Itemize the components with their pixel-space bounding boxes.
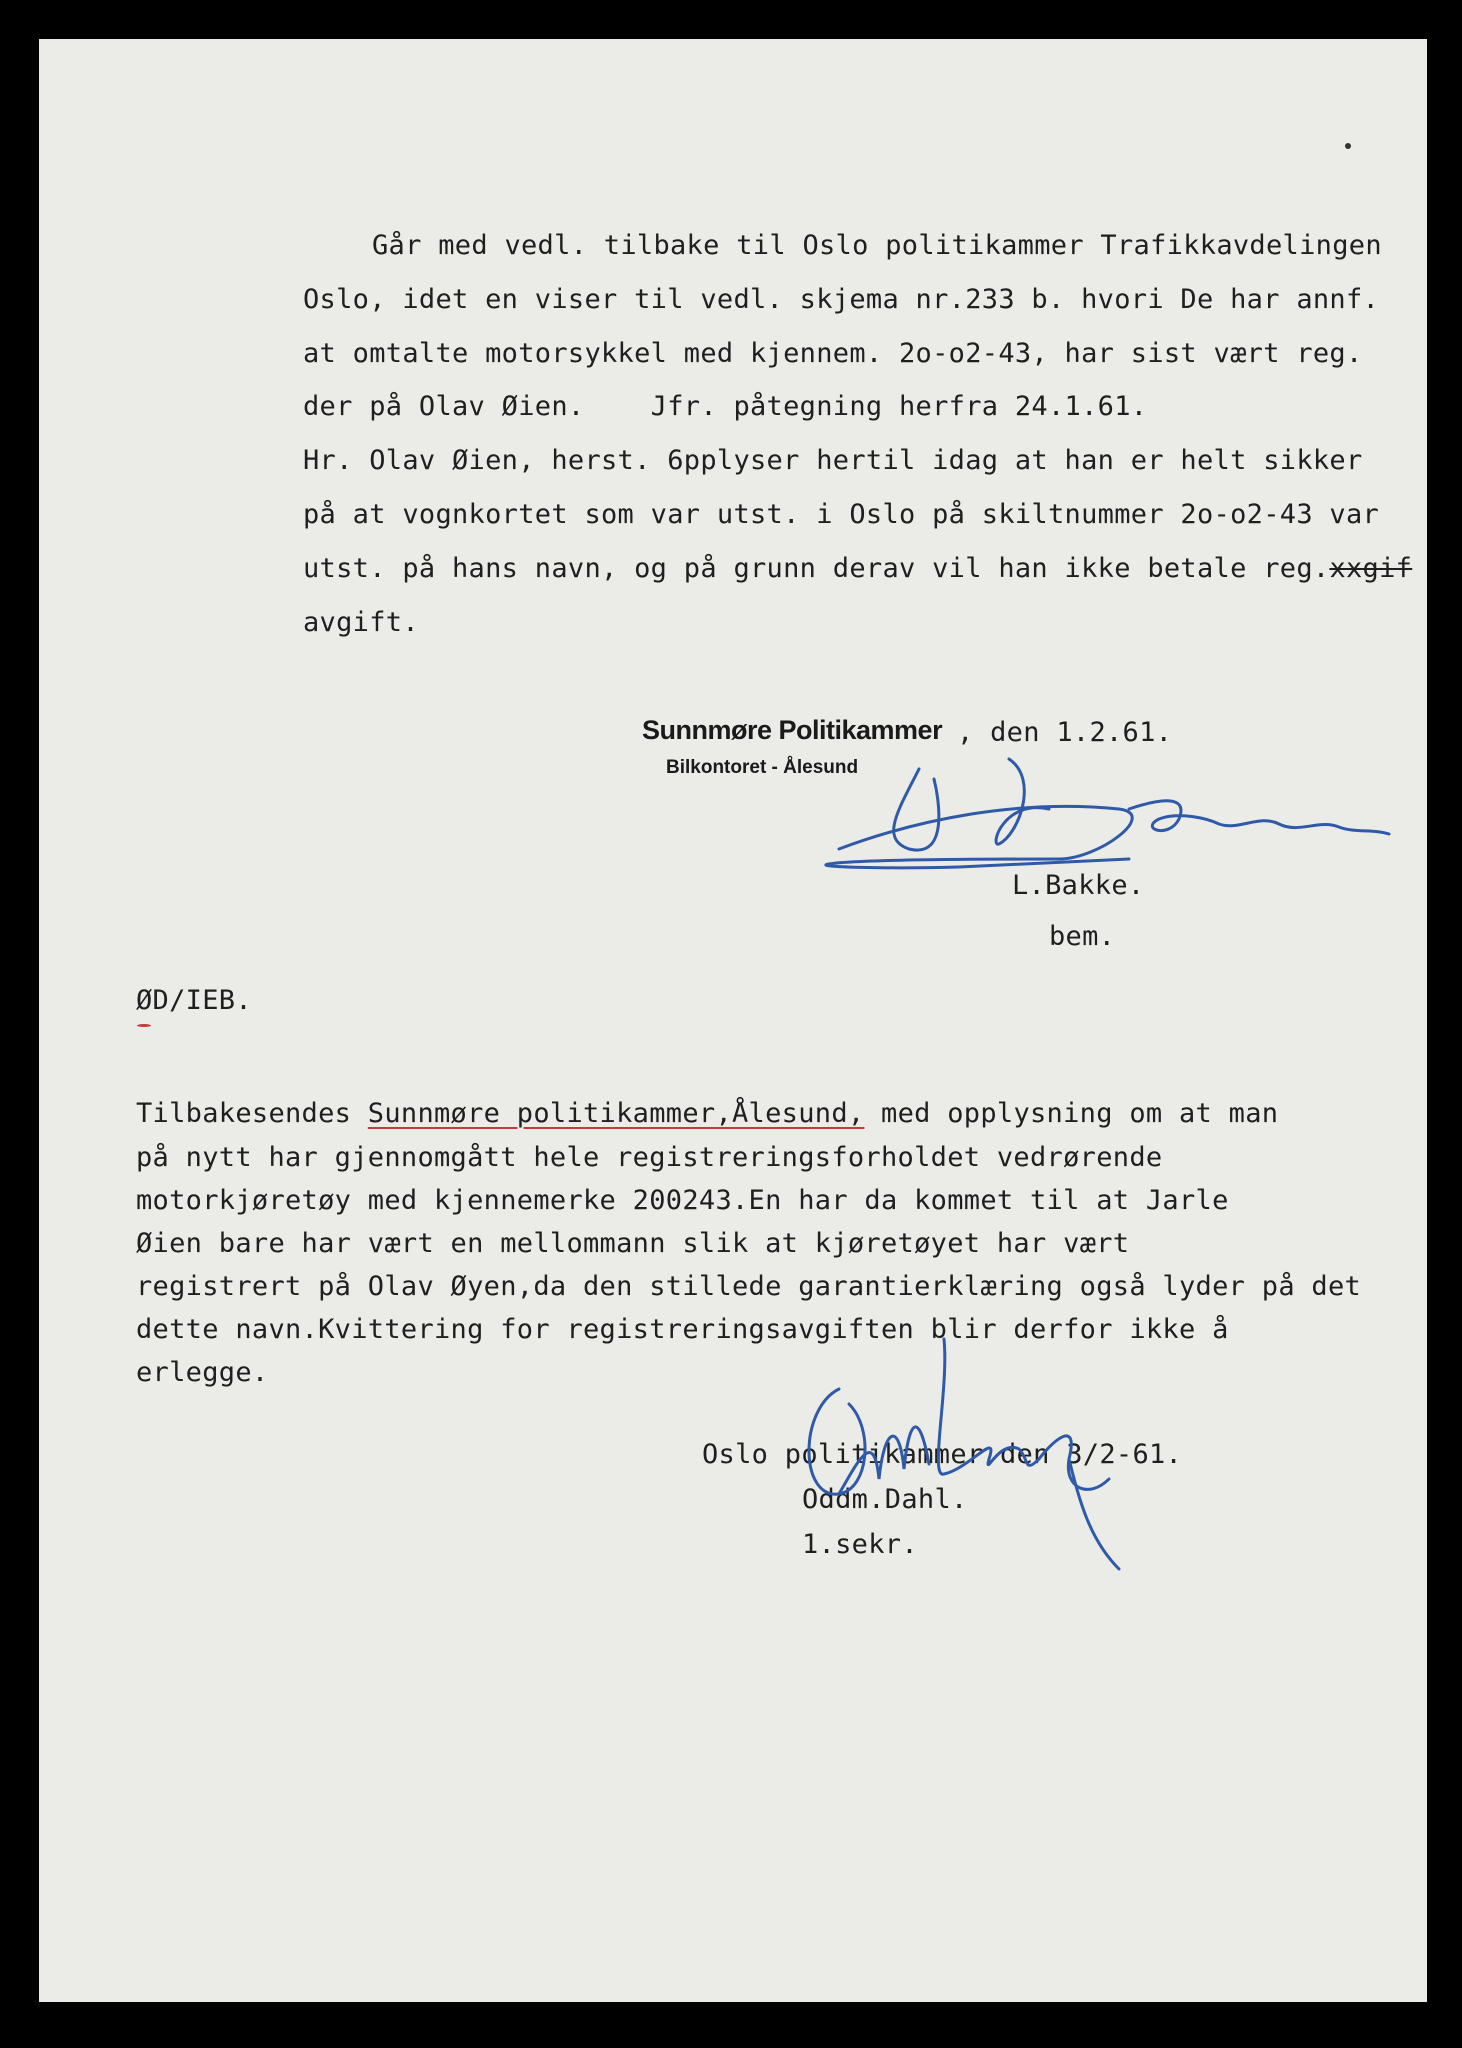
- signature-dahl: [779, 1309, 1159, 1589]
- letter1-signer-title: bem.: [1049, 921, 1116, 952]
- stamp-office: Sunnmøre Politikammer: [642, 715, 943, 745]
- letter1-line-8: avgift.: [303, 607, 419, 638]
- letter1-date: , den 1.2.61.: [957, 717, 1173, 748]
- letter2-line-3: motorkjøretøy med kjennemerke 200243.En har da kommet til at Jarle: [136, 1185, 1229, 1216]
- letter2-signer: Oddm.Dahl.: [802, 1484, 968, 1515]
- struck-text: xxgif: [1329, 553, 1413, 584]
- recipient-underlined: Sunnmøre politikammer,Ålesund,: [367, 1098, 865, 1129]
- letter1-line-7-text: utst. på hans navn, og på grunn derav vil han ikke betale reg.: [303, 553, 1330, 584]
- letter2-line-7: erlegge.: [136, 1357, 269, 1388]
- ink-dot: [1345, 143, 1351, 149]
- letter2-place-date: Oslo politikammer den 3/2-61.: [702, 1439, 1183, 1470]
- letter2-line-1-prefix: Tilbakesendes: [136, 1098, 368, 1129]
- letter2-line-5: registrert på Olav Øyen,da den stillede garantierklæring også lyder på det: [136, 1271, 1362, 1302]
- letter2-line-4: Øien bare har vært en mellommann slik at kjøretøyet har vært: [136, 1228, 1130, 1259]
- letter1-line-3: at omtalte motorsykkel med kjennem. 2o-o2-43, har sist vært reg.: [303, 338, 1363, 369]
- letter1-line-7: [303, 553, 1412, 584]
- letter1-line-1: Går med vedl. tilbake til Oslo politikammer Trafikkavdelingen: [372, 230, 1382, 261]
- letter2-line-1: [136, 1098, 1278, 1129]
- letter2-signer-title: 1.sekr.: [802, 1529, 918, 1560]
- stamp-department: Bilkontoret - Ålesund: [666, 757, 859, 778]
- reference-code: ØD/IEB.: [136, 985, 252, 1016]
- letter2-line-2: på nytt har gjennomgått hele registreringsforholdet vedrørende: [136, 1142, 1163, 1173]
- letter2-line-6: dette navn.Kvittering for registreringsavgiften blir derfor ikke å: [136, 1314, 1229, 1345]
- letter1-line-4: der på Olav Øien. Jfr. påtegning herfra 24.1.61.: [303, 391, 1148, 422]
- letter1-signer: L.Bakke.: [1012, 870, 1145, 901]
- letter1-line-2: Oslo, idet en viser til vedl. skjema nr.233 b. hvori De har annf.: [303, 284, 1380, 315]
- letter2-line-1-suffix: med opplysning om at man: [864, 1098, 1279, 1129]
- red-mark: [137, 1024, 151, 1027]
- letter1-line-5: Hr. Olav Øien, herst. 6pplyser hertil idag at han er helt sikker: [303, 445, 1363, 476]
- letter1-line-6: på at vognkortet som var utst. i Oslo på skiltnummer 2o-o2-43 var: [303, 499, 1380, 530]
- document-page: [39, 39, 1427, 2002]
